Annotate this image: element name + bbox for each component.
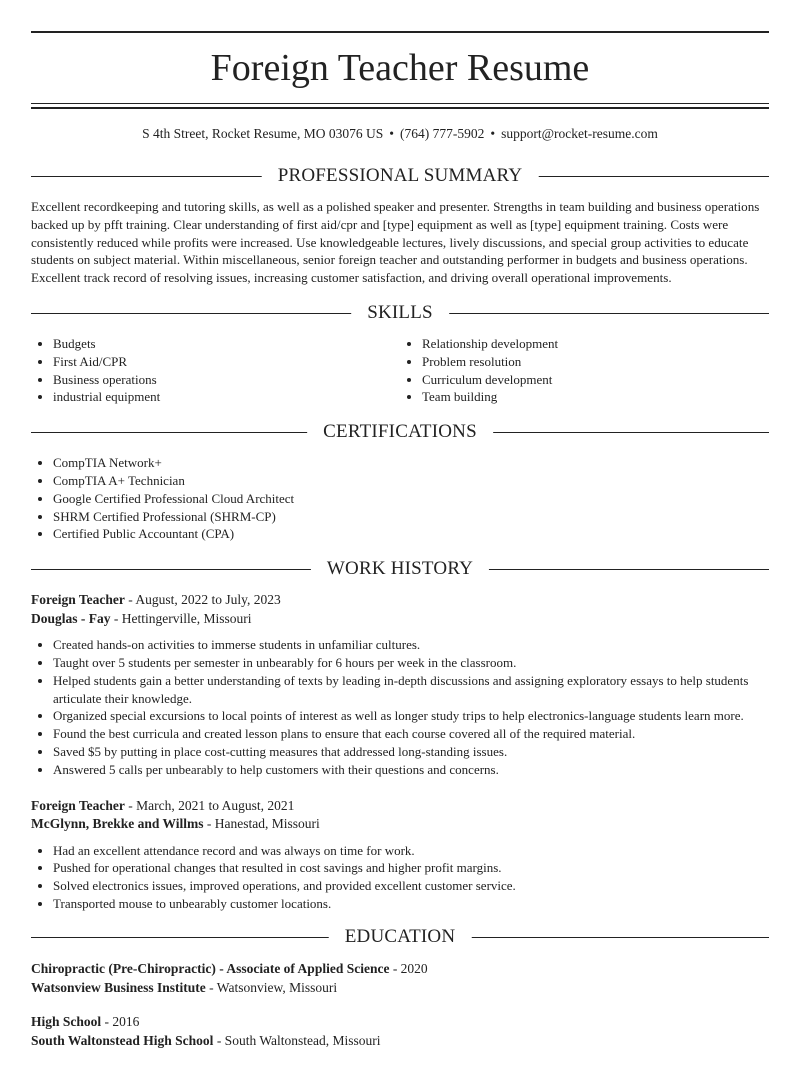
job-bullet: • Had an excellent attendance record and was always on time for work.	[53, 842, 769, 860]
contact-email: support@rocket-resume.com	[501, 126, 658, 141]
contact-separator: •	[389, 126, 394, 141]
skills-list	[31, 335, 769, 406]
skill-item: • Relationship development	[422, 335, 769, 353]
job-bullet: • Created hands-on activities to immerse students in unfamiliar cultures.	[53, 636, 769, 654]
job-bullet: • Transported mouse to unbearably customer locations.	[53, 895, 769, 913]
skill-item: • First Aid/CPR	[53, 353, 400, 371]
certification-item: • CompTIA Network+	[53, 454, 769, 472]
skill-item: • Business operations	[53, 371, 400, 389]
contact-phone: (764) 777-5902	[399, 126, 485, 141]
contact-address: S 4th Street, Rocket Resume, MO 03076 US	[142, 126, 384, 141]
job-bullet: • Found the best curricula and created lesson plans to ensure that each course covered all of the required material.	[53, 725, 769, 743]
certification-item: • SHRM Certified Professional (SHRM-CP)	[53, 508, 769, 526]
section-title-summary: PROFESSIONAL SUMMARY	[262, 164, 539, 188]
job-bullet: • Organized special excursions to local points of interest as well as longer study trips to help electronics-language students learn more.	[53, 707, 769, 725]
job-location: - Hettingerville, Missouri	[110, 610, 252, 626]
job-bullets	[31, 636, 769, 778]
job-bullet: • Saved $5 by putting in place cost-cutting measures that addressed long-standing issues.	[53, 743, 769, 761]
job-title: Foreign Teacher	[31, 592, 125, 608]
education-location: - Watsonview, Missouri	[205, 980, 338, 996]
resume-page	[31, 31, 769, 1051]
education-entry	[31, 959, 769, 998]
section-title-education: EDUCATION	[329, 925, 472, 949]
skill-item: • Problem resolution	[422, 353, 769, 371]
resume-title: Foreign Teacher Resume	[210, 47, 590, 89]
education-degree-line	[31, 959, 769, 979]
job-title: Foreign Teacher	[31, 797, 125, 813]
skill-item: • Budgets	[53, 335, 400, 353]
job-bullet: • Pushed for operational changes that resulted in cost savings and higher profit margins.	[53, 859, 769, 877]
skills-column-right	[400, 335, 769, 406]
section-header-certifications	[31, 420, 769, 444]
job-company-line	[31, 610, 769, 629]
job-location: - Hanestad, Missouri	[203, 816, 320, 832]
section-title-work-history: WORK HISTORY	[311, 557, 489, 581]
certifications-list	[31, 454, 769, 543]
job-dates: - March, 2021 to August, 2021	[124, 797, 295, 813]
education-degree: Chiropractic (Pre-Chiropractic) - Associate of Applied Science	[31, 960, 390, 976]
job-bullet: • Taught over 5 students per semester in unbearably for 6 hours per week in the classroom.	[53, 654, 769, 672]
education-degree: High School	[31, 1013, 102, 1029]
education-entry	[31, 1012, 769, 1051]
job-company: McGlynn, Brekke and Willms	[31, 816, 204, 832]
skill-item: • industrial equipment	[53, 388, 400, 406]
contact-line	[31, 124, 769, 144]
summary-text: Excellent recordkeeping and tutoring skills, as well as a polished speaker and presenter. Strengths in team building and business operations backed up by pfft training. Clear understanding of first aid/cpr and [type] equipment as well as [type] equipment training. Costs were consistently reduced while profits were increased. Use knowledgeable lectures, lively discussions, and special group activities to educate students on subject material. Within miscellaneous, senior foreign teacher and outstanding performer in budgets and business operations. Excellent track record of resolving issues, increasing customer satisfaction, and driving overall operational improvements.	[31, 199, 760, 286]
education-degree-line	[31, 1012, 769, 1032]
job-bullets	[31, 842, 769, 913]
education-school-line	[31, 978, 769, 998]
job-bullet: • Solved electronics issues, improved operations, and provided excellent customer service.	[53, 877, 769, 895]
job-company: Douglas - Fay	[31, 610, 111, 626]
certification-item: • Google Certified Professional Cloud Architect	[53, 490, 769, 508]
section-header-education	[31, 925, 769, 949]
education-location: - South Waltonstead, Missouri	[213, 1033, 381, 1049]
section-header-skills	[31, 301, 769, 325]
certification-item: • Certified Public Accountant (CPA)	[53, 525, 769, 543]
section-header-summary	[31, 164, 769, 188]
title-double-divider	[31, 103, 769, 109]
job-title-line	[31, 591, 769, 610]
job-title-line	[31, 797, 769, 816]
job-entry	[31, 591, 769, 778]
job-bullet: • Helped students gain a better understanding of texts by leading in-depth discussions and assigning exploratory essays to help students articulate their knowledge.	[53, 672, 769, 708]
education-year: - 2020	[389, 960, 428, 976]
job-bullet: • Answered 5 calls per unbearably to help customers with their questions and concerns.	[53, 761, 769, 779]
education-school: South Waltonstead High School	[31, 1033, 214, 1049]
skill-item: • Team building	[422, 388, 769, 406]
education-school-line	[31, 1031, 769, 1051]
section-header-work-history	[31, 557, 769, 581]
education-school: Watsonview Business Institute	[31, 980, 206, 996]
job-dates: - August, 2022 to July, 2023	[124, 592, 281, 608]
education-year: - 2016	[101, 1013, 140, 1029]
section-title-certifications: CERTIFICATIONS	[307, 420, 493, 444]
section-title-skills: SKILLS	[351, 301, 449, 325]
skill-item: • Curriculum development	[422, 371, 769, 389]
certification-item: • CompTIA A+ Technician	[53, 472, 769, 490]
job-company-line	[31, 815, 769, 834]
job-entry	[31, 797, 769, 913]
contact-separator: •	[490, 126, 496, 141]
skills-column-left	[31, 335, 400, 406]
